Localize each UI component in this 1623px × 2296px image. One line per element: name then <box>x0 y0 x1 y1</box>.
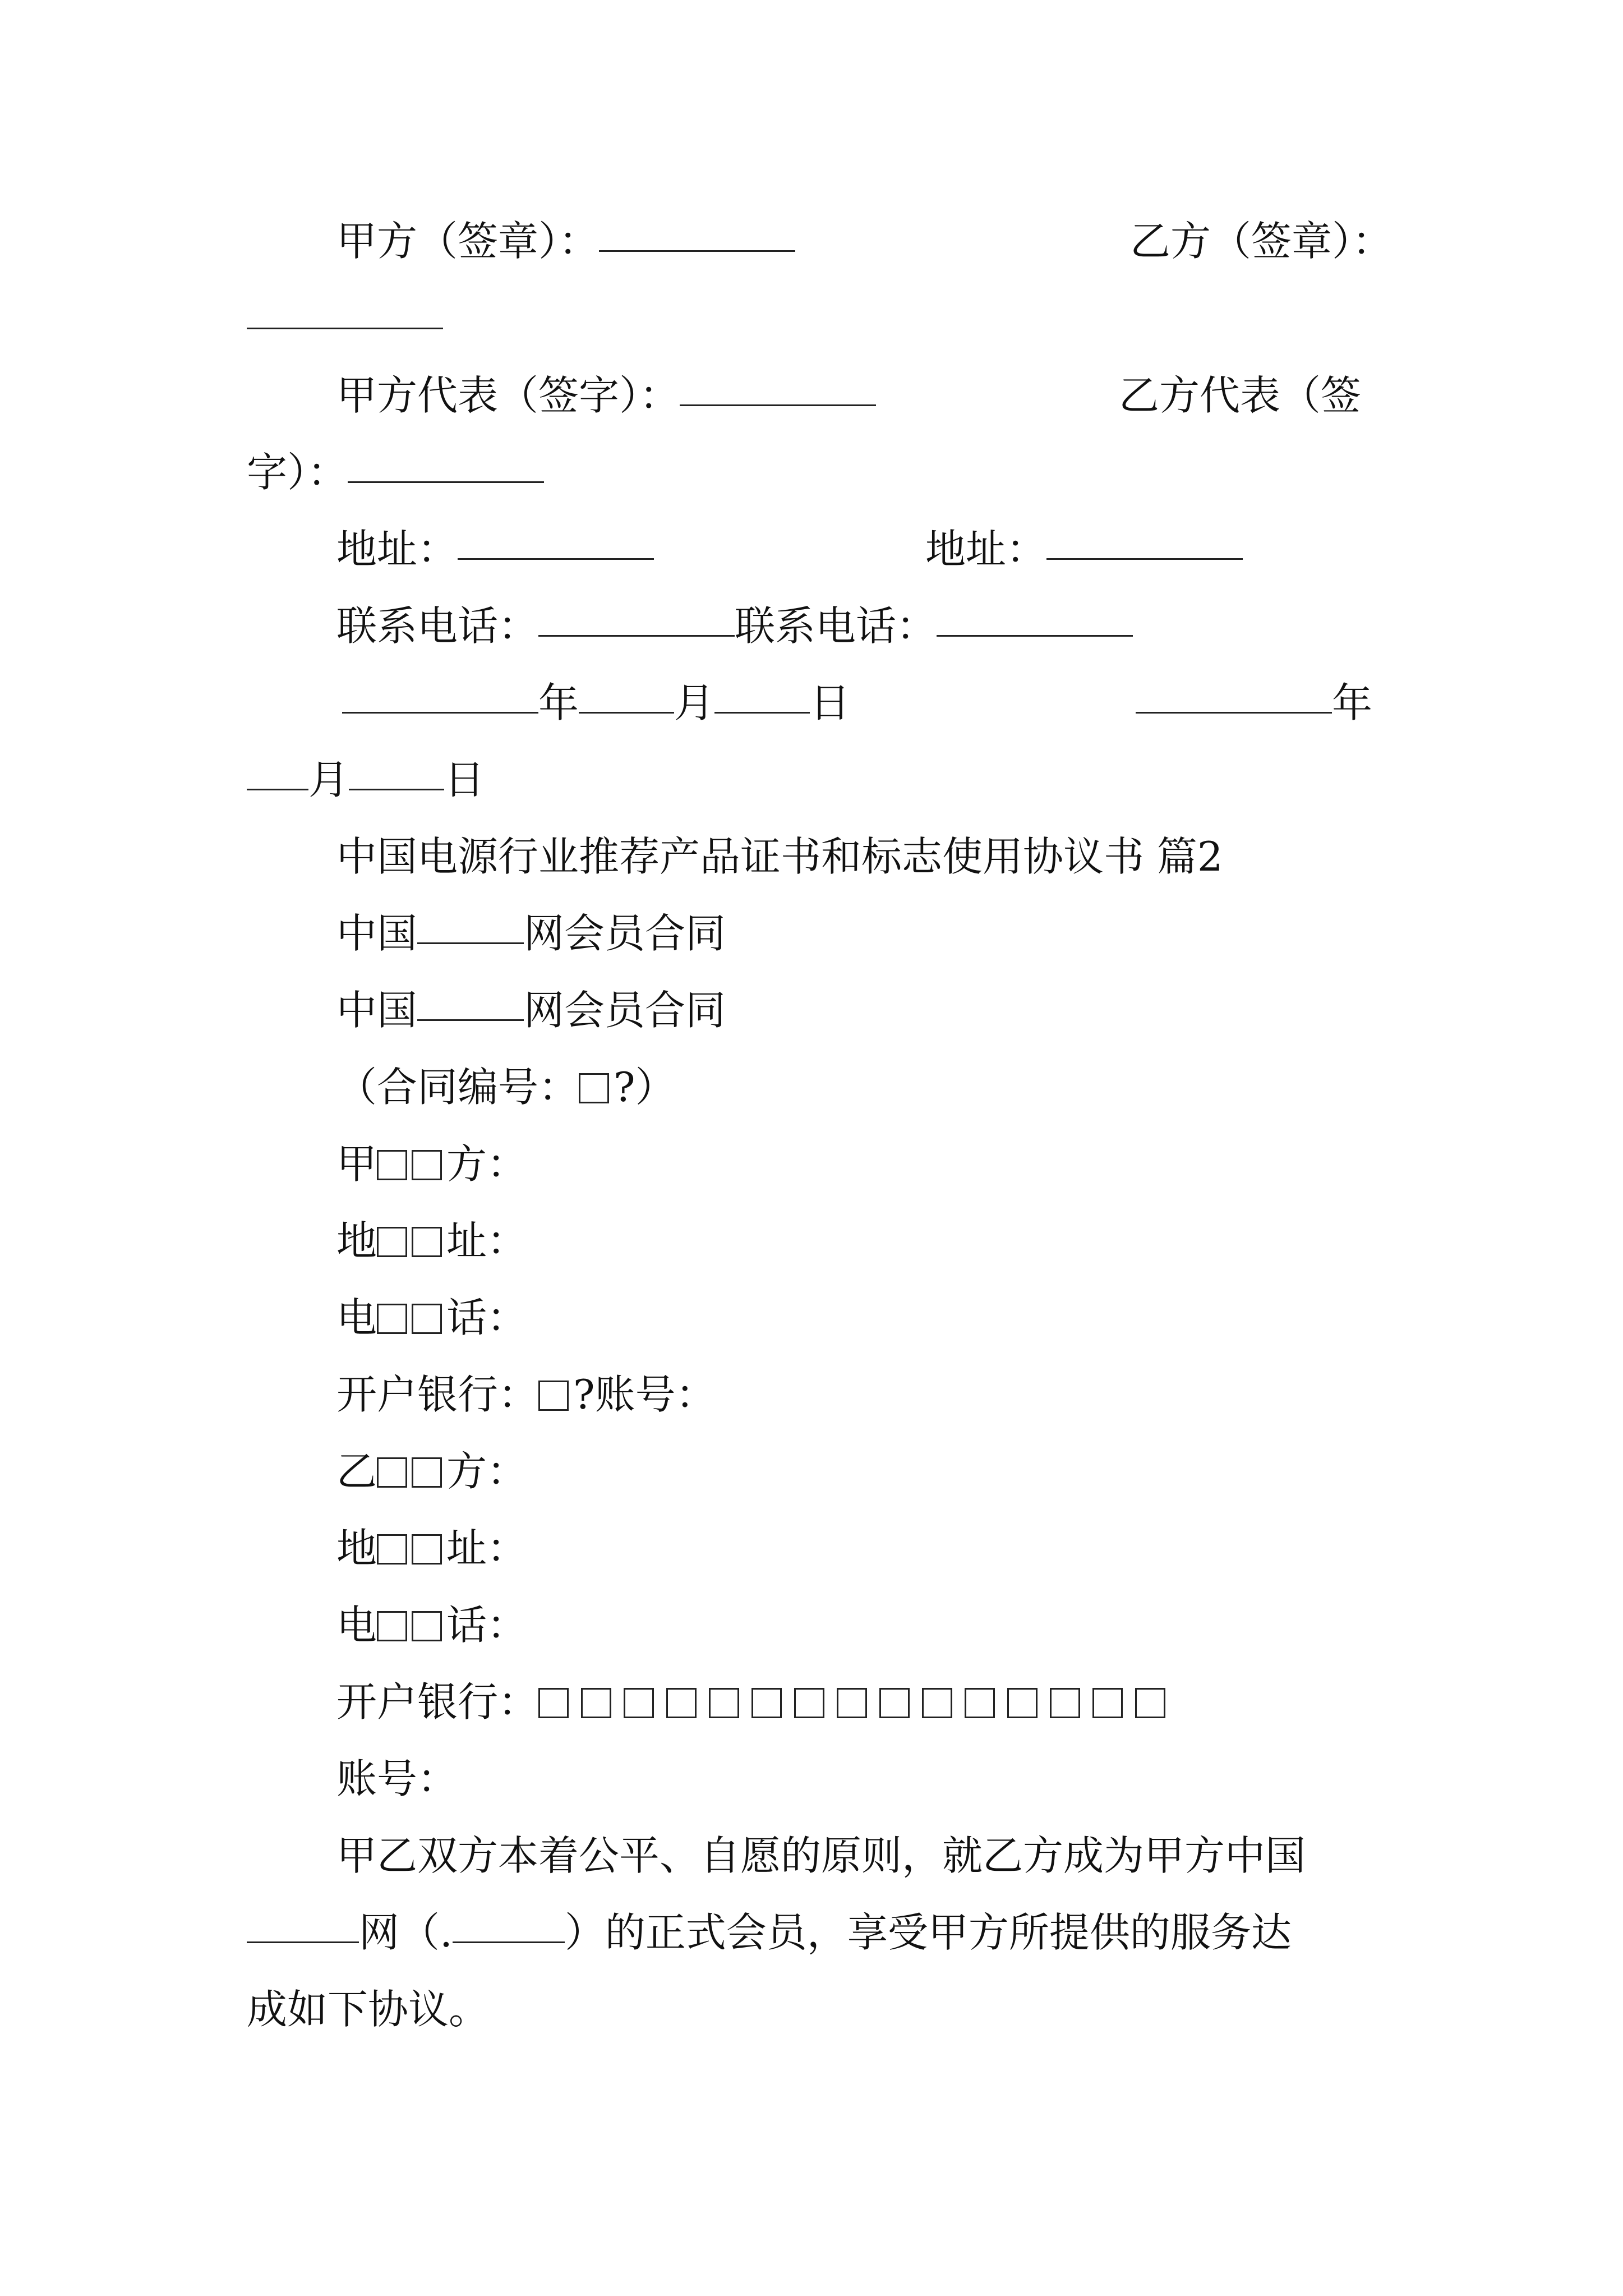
placeholder-box <box>1135 1688 1165 1718</box>
party-a-phone-field: 电 话： <box>336 1294 528 1341</box>
blank-line <box>417 905 524 944</box>
party-b-bank-field: 开户银行： <box>336 1674 1178 1730</box>
contract-number: （合同编号： ?） <box>336 1064 676 1111</box>
blank-line <box>247 1904 359 1943</box>
blank-line <box>349 752 444 790</box>
blank-line <box>348 444 544 483</box>
party-b-account-field: 账号： <box>336 1755 458 1802</box>
placeholder-box <box>412 1457 442 1488</box>
party-b-rep-cont: 字）： <box>247 444 544 500</box>
blank-line <box>599 213 795 252</box>
placeholder-box <box>377 1534 407 1565</box>
party-a-rep-line: 甲方代表（签字）： <box>336 367 876 424</box>
placeholder-box <box>377 1150 407 1180</box>
placeholder-box <box>377 1304 407 1334</box>
blank-line <box>1136 675 1332 714</box>
placeholder-box <box>709 1688 739 1718</box>
placeholder-box <box>377 1611 407 1641</box>
phone-line: 联系电话： 联系电话： <box>336 598 1133 654</box>
party-a-address-field: 地 址： <box>336 1217 528 1264</box>
placeholder-box <box>837 1688 867 1718</box>
placeholder-box <box>412 1227 442 1257</box>
party-a-seal-line: 甲方（签章）： <box>336 213 795 269</box>
placeholder-box <box>412 1534 442 1565</box>
party-b-date-month-day: 月 日 <box>247 752 485 808</box>
blank-line <box>247 291 443 329</box>
blank-line <box>538 598 735 637</box>
party-a-bank-field: 开户银行： ?账号： <box>336 1371 716 1418</box>
party-b-field: 乙 方： <box>336 1448 528 1495</box>
blank-line <box>937 598 1133 637</box>
placeholder-box <box>794 1688 824 1718</box>
placeholder-box <box>965 1688 995 1718</box>
blank-line <box>1046 521 1243 560</box>
party-a-field: 甲 方： <box>336 1140 528 1188</box>
party-b-seal-blank <box>247 291 443 347</box>
intro-line-1: 甲乙双方本着公平、自愿的原则，就乙方成为甲方中国 <box>336 1832 1306 1879</box>
blank-line <box>458 521 654 560</box>
placeholder-box <box>1007 1688 1038 1718</box>
party-b-address: 地址： <box>925 521 1243 577</box>
placeholder-box <box>538 1381 569 1411</box>
placeholder-box <box>581 1688 611 1718</box>
blank-line <box>453 1904 565 1943</box>
blank-line <box>417 982 524 1021</box>
contract-title-repeat: 中国 网会员合同 <box>336 982 726 1038</box>
blank-line <box>342 675 538 714</box>
placeholder-box <box>579 1073 609 1103</box>
placeholder-box <box>666 1688 697 1718</box>
placeholder-box <box>412 1304 442 1334</box>
contract-title: 中国 网会员合同 <box>336 905 726 961</box>
placeholder-box <box>412 1150 442 1180</box>
party-a-date: 年 月 日 <box>342 675 850 731</box>
blank-line <box>714 675 810 714</box>
blank-line <box>247 752 308 790</box>
party-b-rep-label: 乙方代表（签 <box>1119 372 1362 419</box>
intro-line-3: 成如下协议。 <box>247 1986 490 2033</box>
blank-line <box>680 367 876 406</box>
placeholder-box <box>377 1457 407 1488</box>
placeholder-box <box>624 1688 654 1718</box>
party-b-address-field: 地 址： <box>336 1525 528 1572</box>
placeholder-box <box>751 1688 782 1718</box>
placeholder-box <box>412 1611 442 1641</box>
party-a-address: 地址： <box>336 521 654 577</box>
placeholder-box <box>377 1227 407 1257</box>
party-b-phone-field: 电 话： <box>336 1602 528 1649</box>
intro-line-2: 网（. ）的正式会员，享受甲方所提供的服务达 <box>247 1904 1292 1961</box>
party-b-date-year: 年 <box>1136 675 1372 731</box>
placeholder-box <box>879 1688 910 1718</box>
placeholder-box <box>1050 1688 1080 1718</box>
placeholder-box <box>1092 1688 1123 1718</box>
placeholder-box <box>922 1688 952 1718</box>
section-title: 中国电源行业推荐产品证书和标志使用协议书 篇2 <box>336 833 1223 880</box>
placeholder-box <box>538 1688 569 1718</box>
blank-line <box>579 675 674 714</box>
placeholder-box-row <box>538 1678 1178 1726</box>
party-b-seal-label: 乙方（签章）： <box>1130 218 1393 265</box>
